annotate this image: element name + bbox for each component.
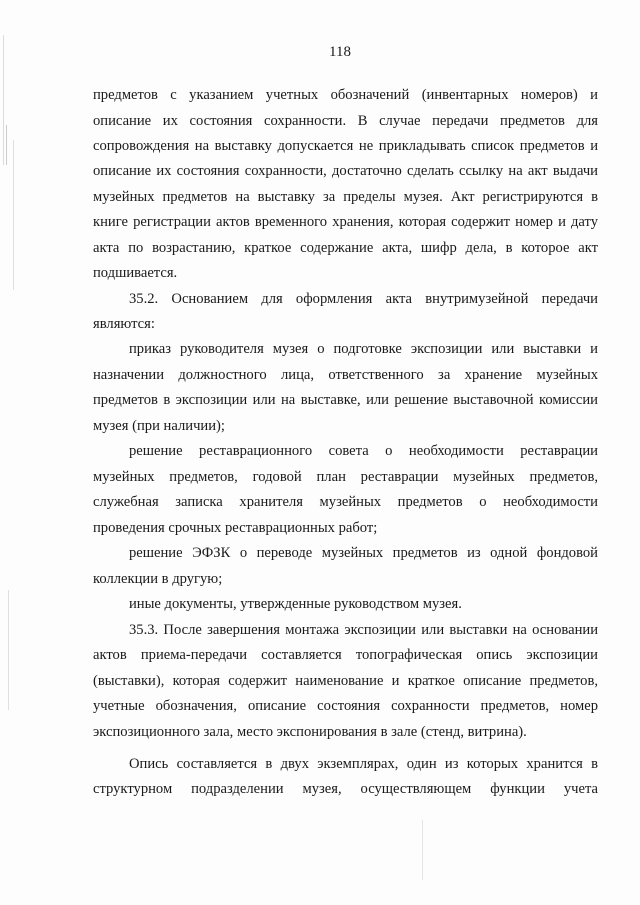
text-line: приказ руководителя музея о подготовке экспозиции или выставки и	[129, 341, 598, 357]
text-line: 35.3. После завершения монтажа экспозиции или выставки на основании	[129, 622, 598, 638]
page-number: 118	[329, 44, 351, 60]
text-line: проведения срочных реставрационных работ;	[93, 520, 378, 536]
text-line: предметов с указанием учетных обозначений (инвентарных номеров) и	[93, 87, 598, 103]
scan-edge-mark	[422, 820, 423, 880]
text-line: музейных предметов на выставку за пределы музея. Акт регистрируются в	[93, 189, 598, 205]
text-line: решение реставрационного совета о необходимости реставрации	[129, 443, 598, 459]
text-line: предметов в экспозиции или на выставке, или решение выставочной комиссии	[93, 392, 598, 408]
text-line: акта по возрастанию, краткое содержание акта, шифр дела, в которое акт	[93, 240, 598, 256]
text-line: назначении должностного лица, ответственного за хранение музейных	[93, 367, 598, 383]
text-line: подшивается.	[93, 265, 178, 281]
text-line: решение ЭФЗК о переводе музейных предметов из одной фондовой	[129, 545, 598, 561]
text-line: структурном подразделении музея, осуществляющем функции учета	[93, 781, 598, 797]
text-line: являются:	[93, 316, 155, 332]
text-line: книге регистрации актов временного хранения, которая содержит номер и дату	[93, 214, 598, 230]
text-line: 35.2. Основанием для оформления акта внутримузейной передачи	[129, 291, 598, 307]
text-line: описание их состояния сохранности. В случае передачи предметов для	[93, 113, 598, 129]
text-line: учетные обозначения, описание состояния сохранности предметов, номер	[93, 698, 598, 714]
text-line: служебная записка хранителя музейных предметов о необходимости	[93, 494, 598, 510]
scan-edge-mark	[13, 140, 14, 290]
text-line: Опись составляется в двух экземплярах, один из которых хранится в	[129, 756, 598, 772]
text-line: музея (при наличии);	[93, 418, 225, 434]
text-line: экспозиционного зала, место экспонирования в зале (стенд, витрина).	[93, 724, 527, 740]
text-line: описание их состояния сохранности, достаточно сделать ссылку на акт выдачи	[93, 163, 598, 179]
text-line: коллекции в другую;	[93, 571, 223, 587]
text-line: музейных предметов, годовой план реставрации музейных предметов,	[93, 469, 598, 485]
text-line: сопровождения на выставку допускается не прикладывать список предметов и	[93, 138, 598, 154]
text-line: (выставки), которая содержит наименование и краткое описание предметов,	[93, 673, 598, 689]
text-line: иные документы, утвержденные руководством музея.	[129, 596, 462, 612]
scan-edge-mark	[3, 35, 4, 165]
scan-edge-mark	[6, 125, 7, 165]
scan-edge-mark	[8, 590, 9, 710]
text-line: актов приема-передачи составляется топографическая опись экспозиции	[93, 647, 598, 663]
